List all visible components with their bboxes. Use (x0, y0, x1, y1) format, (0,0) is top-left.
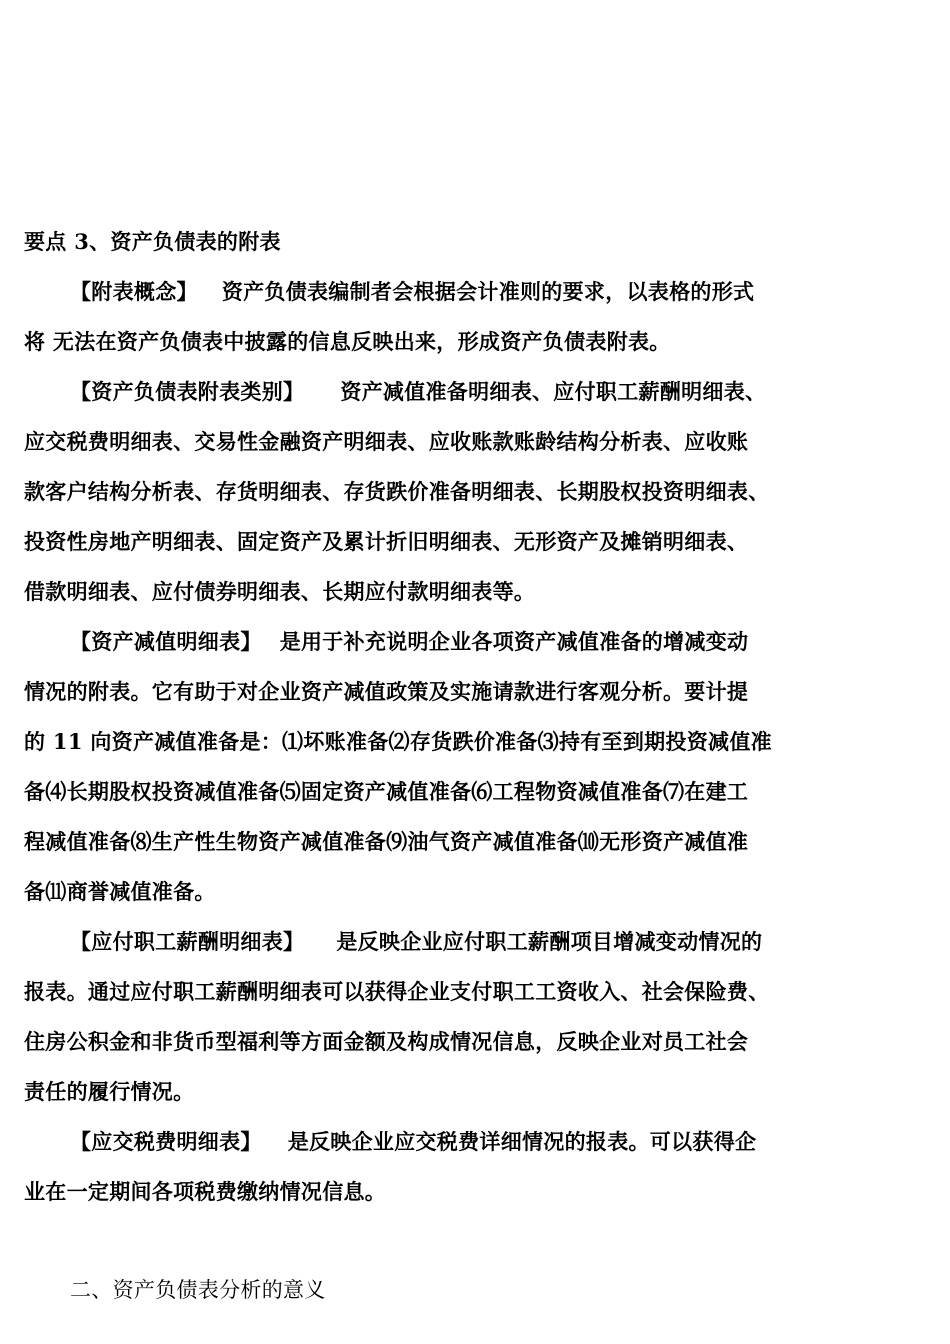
paragraph-label: 【资产减值明细表】 (70, 629, 262, 654)
paragraph-line: 责任的履行情况。 (24, 1079, 195, 1104)
paragraph-label: 【资产负债表附表类别】 (70, 379, 305, 404)
paragraph-label: 【应交税费明细表】 (70, 1129, 262, 1154)
paragraph-line: 的 11 向资产减值准备是：⑴坏账准备⑵存货跌价准备⑶持有至到期投资减值准 (24, 729, 772, 754)
paragraph-line: 应交税费明细表、交易性金融资产明细表、应收账款账龄结构分析表、应收账 (24, 429, 749, 454)
paragraph-first-line (70, 628, 748, 656)
paragraph-text: 资产负债表编制者会根据会计准则的要求，以表格的形式 (221, 279, 755, 304)
paragraph-line: 备⑾商誉减值准备。 (24, 879, 216, 904)
paragraph-line: 备⑷长期股权投资减值准备⑸固定资产减值准备⑹工程物资减值准备⑺在建工 (24, 779, 749, 804)
section-heading: 要点 3、资产负债表的附表 (24, 229, 281, 254)
paragraph-line: 报表。通过应付职工薪酬明细表可以获得企业支付职工工资收入、社会保险费、 (24, 979, 770, 1004)
paragraph-line: 业在一定期间各项税费缴纳情况信息。 (24, 1179, 387, 1204)
paragraph-text: 是用于补充说明企业各项资产减值准备的增减变动 (279, 629, 749, 654)
paragraph-first-line (70, 928, 762, 956)
paragraph-first-line (70, 378, 766, 406)
paragraph-first-line (70, 278, 754, 306)
paragraph-label: 【附表概念】 (70, 279, 198, 304)
section-title: 二、资产负债表分析的意义 (70, 1278, 326, 1302)
paragraph-line: 借款明细表、应付债券明细表、长期应付款明细表等。 (24, 579, 536, 604)
paragraph-text: 是反映企业应付职工薪酬项目增减变动情况的 (336, 929, 763, 954)
paragraph-line: 款客户结构分析表、存货明细表、存货跌价准备明细表、长期股权投资明细表、 (24, 479, 770, 504)
paragraph-first-line (70, 1128, 756, 1156)
paragraph-line: 将 无法在资产负债表中披露的信息反映出来，形成资产负债表附表。 (24, 329, 671, 354)
paragraph-text: 资产减值准备明细表、应付职工薪酬明细表、 (340, 379, 767, 404)
paragraph-line: 程减值准备⑻生产性生物资产减值准备⑼油气资产减值准备⑽无形资产减值准 (24, 829, 749, 854)
paragraph-text: 是反映企业应交税费详细情况的报表。可以获得企 (287, 1129, 757, 1154)
paragraph-line: 住房公积金和非货币型福利等方面金额及构成情况信息，反映企业对员工社会 (24, 1029, 749, 1054)
paragraph-label: 【应付职工薪酬明细表】 (70, 929, 305, 954)
paragraph-line: 情况的附表。它有助于对企业资产减值政策及实施请款进行客观分析。要计提 (24, 679, 749, 704)
paragraph-line: 投资性房地产明细表、固定资产及累计折旧明细表、无形资产及摊销明细表、 (24, 529, 749, 554)
